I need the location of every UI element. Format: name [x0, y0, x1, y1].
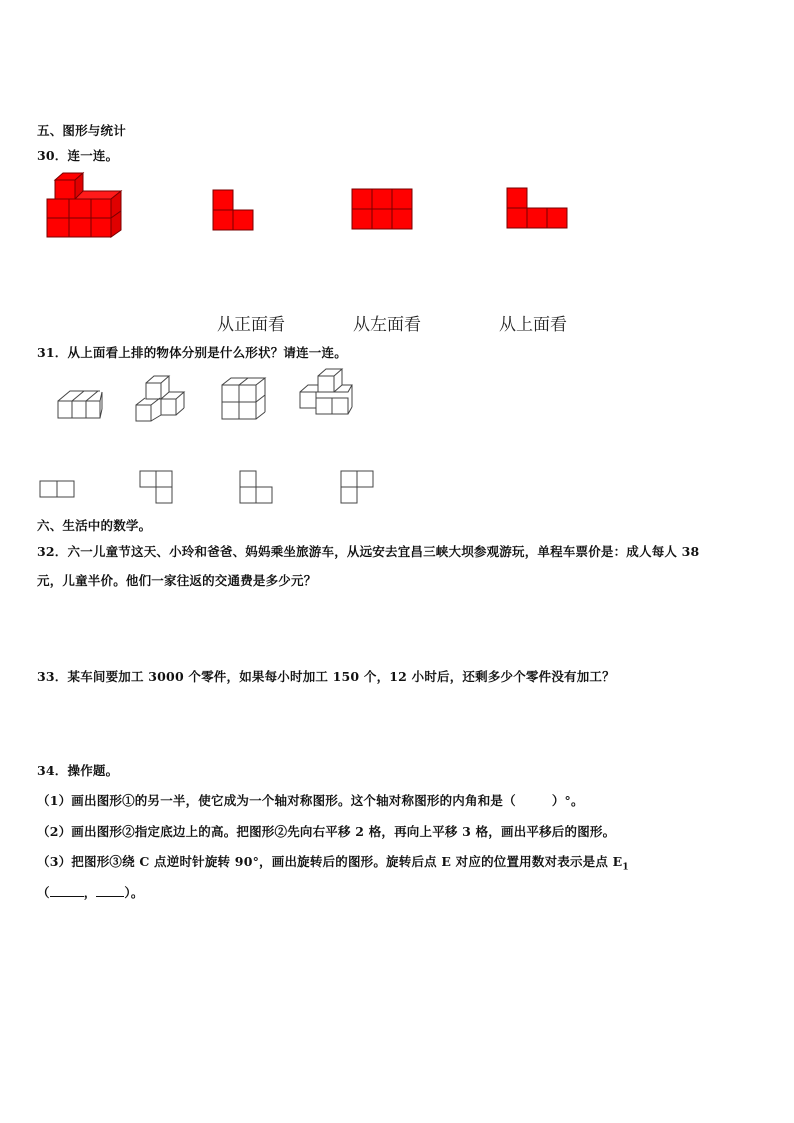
view-shape-rectangle	[352, 189, 414, 231]
part-1-suffix: ）°。	[551, 793, 584, 808]
open-paren: （	[37, 885, 50, 900]
part-1-text: （1）画出图形①的另一半，使它成为一个轴对称图形。这个轴对称图形的内角和是（	[37, 793, 516, 808]
wire-solid-4	[300, 368, 354, 424]
question-34-part-2: （2）画出图形②指定底边上的高。把图形②先向右平移 2 格，再向上平移 3 格，画出平移后的图形。	[37, 824, 616, 839]
top-view-option-2	[140, 471, 176, 507]
part-3-text: （3）把图形③绕 C 点逆时针旋转 90°，画出旋转后的图形。旋转后点 E 对应的位置用数对表示是点 E	[37, 854, 623, 869]
view-shape-l-small	[213, 190, 255, 232]
answer-blank-x[interactable]	[50, 896, 84, 897]
close-paren: ）。	[124, 885, 144, 900]
label-front-view: 从正面看	[217, 315, 285, 335]
section-title-6: 六、生活中的数学。	[37, 518, 152, 533]
question-34-part-3	[37, 852, 629, 873]
view-shape-l-long	[507, 188, 569, 230]
label-top-view: 从上面看	[499, 315, 567, 335]
label-left-view: 从左面看	[353, 315, 421, 335]
top-view-option-3	[240, 471, 276, 507]
question-34-part-4	[37, 883, 144, 901]
question-32-line-2: 元，儿童半价。他们一家往返的交通费是多少元？	[37, 573, 317, 588]
answer-blank-y[interactable]	[96, 896, 124, 897]
question-34-part-1	[37, 791, 584, 809]
wire-solid-3	[222, 377, 268, 423]
question-32-line-1: 32．六一儿童节这天、小玲和爸爸、妈妈乘坐旅游车，从远安去宜昌三峡大坝参观游玩，单程车票价是：成人每人 38	[37, 544, 700, 559]
top-view-option-1	[40, 481, 76, 499]
question-34-title: 34．操作题。	[37, 763, 119, 778]
question-33: 33．某车间要加工 3000 个零件，如果每小时加工 150 个，12 小时后，还剩多少个零件没有加工？	[37, 669, 615, 684]
wire-solid-1	[58, 384, 104, 422]
section-title-5: 五、图形与统计	[37, 123, 126, 138]
subscript-1: 1	[622, 862, 629, 873]
red-cube-solid	[45, 178, 127, 238]
wire-solid-2	[136, 375, 188, 425]
top-view-option-4	[341, 471, 377, 507]
question-30: 30．连一连。	[37, 148, 119, 163]
comma: ，	[83, 885, 97, 900]
question-31: 31．从上面看上排的物体分别是什么形状？请连一连。	[37, 345, 347, 360]
